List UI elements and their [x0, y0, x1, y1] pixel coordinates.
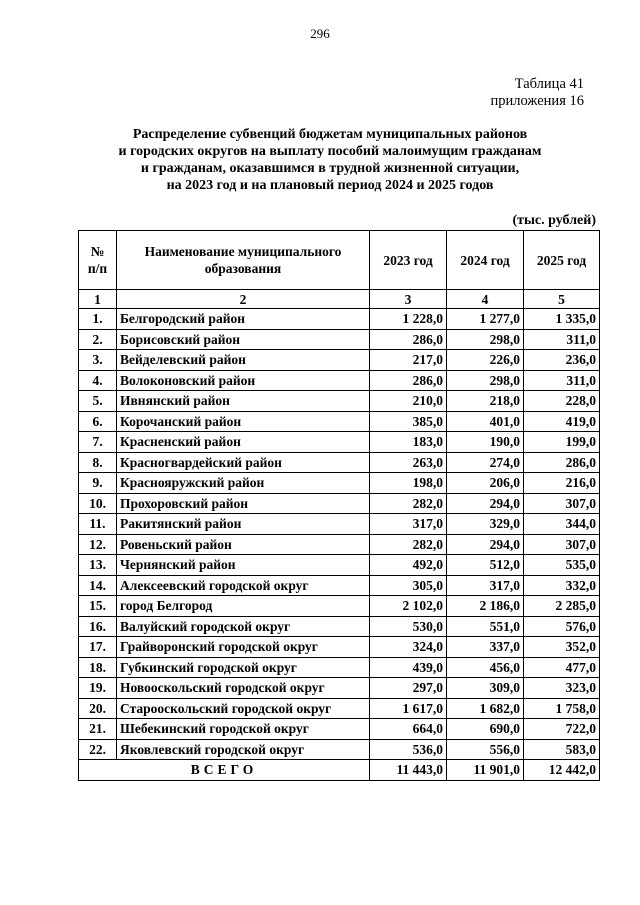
row-number: 20.	[79, 698, 117, 719]
value-2025: 583,0	[524, 739, 600, 760]
municipality-name: Ровеньский район	[117, 534, 370, 555]
page-number: 296	[310, 26, 330, 41]
municipality-name: Новооскольский городской округ	[117, 678, 370, 699]
value-2023: 286,0	[370, 370, 447, 391]
table-ref-line-1: Таблица 41	[514, 76, 584, 92]
value-2023: 282,0	[370, 534, 447, 555]
subsidy-table	[78, 230, 600, 781]
row-number: 5.	[79, 391, 117, 412]
value-2025: 344,0	[524, 514, 600, 535]
table-row	[79, 534, 600, 555]
value-2023: 492,0	[370, 555, 447, 576]
column-number: 2	[117, 290, 370, 309]
value-2024: 190,0	[447, 432, 524, 453]
document-title	[70, 126, 590, 194]
municipality-name: Волоконовский район	[117, 370, 370, 391]
row-number: 2.	[79, 329, 117, 350]
value-2023: 664,0	[370, 719, 447, 740]
value-2023: 530,0	[370, 616, 447, 637]
value-2024: 298,0	[447, 370, 524, 391]
title-line-2: и городских округов на выплату пособий малоимущим гражданам	[118, 144, 542, 159]
value-2025: 199,0	[524, 432, 600, 453]
value-2023: 282,0	[370, 493, 447, 514]
value-2024: 551,0	[447, 616, 524, 637]
value-2024: 294,0	[447, 534, 524, 555]
header-number: № п/п	[79, 231, 117, 290]
value-2024: 512,0	[447, 555, 524, 576]
value-2023: 263,0	[370, 452, 447, 473]
municipality-name: Старооскольский городской округ	[117, 698, 370, 719]
table-body	[79, 309, 600, 760]
row-number: 17.	[79, 637, 117, 658]
municipality-name: Алексеевский городской округ	[117, 575, 370, 596]
value-2023: 286,0	[370, 329, 447, 350]
title-line-4: на 2023 год и на плановый период 2024 и 2025 годов	[166, 178, 494, 193]
municipality-name: Красногвардейский район	[117, 452, 370, 473]
table-row	[79, 596, 600, 617]
municipality-name: Корочанский район	[117, 411, 370, 432]
value-2025: 332,0	[524, 575, 600, 596]
row-number: 22.	[79, 739, 117, 760]
municipality-name: Чернянский район	[117, 555, 370, 576]
value-2023: 1 228,0	[370, 309, 447, 330]
value-2024: 1 277,0	[447, 309, 524, 330]
table-row	[79, 370, 600, 391]
value-2025: 352,0	[524, 637, 600, 658]
table-row	[79, 350, 600, 371]
value-2025: 1 335,0	[524, 309, 600, 330]
municipality-name: город Белгород	[117, 596, 370, 617]
value-2023: 385,0	[370, 411, 447, 432]
table-row	[79, 432, 600, 453]
column-number: 3	[370, 290, 447, 309]
value-2024: 218,0	[447, 391, 524, 412]
value-2023: 317,0	[370, 514, 447, 535]
municipality-name: Краснояружский район	[117, 473, 370, 494]
municipality-name: Яковлевский городской округ	[117, 739, 370, 760]
value-2023: 183,0	[370, 432, 447, 453]
value-2025: 535,0	[524, 555, 600, 576]
table-row	[79, 514, 600, 535]
value-2025: 228,0	[524, 391, 600, 412]
municipality-name: Ивнянский район	[117, 391, 370, 412]
table-row	[79, 309, 600, 330]
value-2024: 456,0	[447, 657, 524, 678]
value-2023: 439,0	[370, 657, 447, 678]
row-number: 16.	[79, 616, 117, 637]
value-2024: 317,0	[447, 575, 524, 596]
row-number: 7.	[79, 432, 117, 453]
value-2025: 1 758,0	[524, 698, 600, 719]
column-number: 4	[447, 290, 524, 309]
value-2024: 690,0	[447, 719, 524, 740]
value-2024: 337,0	[447, 637, 524, 658]
value-2023: 198,0	[370, 473, 447, 494]
total-2024: 11 901,0	[447, 760, 524, 781]
value-2024: 226,0	[447, 350, 524, 371]
value-2024: 401,0	[447, 411, 524, 432]
table-row	[79, 575, 600, 596]
value-2023: 297,0	[370, 678, 447, 699]
value-2025: 311,0	[524, 329, 600, 350]
row-number: 3.	[79, 350, 117, 371]
title-line-3: и гражданам, оказавшимся в трудной жизненной ситуации,	[140, 161, 520, 176]
value-2025: 2 285,0	[524, 596, 600, 617]
unit-label: (тыс. рублей)	[512, 213, 596, 228]
value-2024: 1 682,0	[447, 698, 524, 719]
row-number: 18.	[79, 657, 117, 678]
table-reference	[491, 76, 584, 110]
row-number: 4.	[79, 370, 117, 391]
value-2024: 329,0	[447, 514, 524, 535]
table-row	[79, 411, 600, 432]
header-2024: 2024 год	[447, 231, 524, 290]
table-header-row	[79, 231, 600, 290]
row-number: 8.	[79, 452, 117, 473]
value-2025: 419,0	[524, 411, 600, 432]
value-2023: 210,0	[370, 391, 447, 412]
value-2023: 324,0	[370, 637, 447, 658]
column-number-row	[79, 290, 600, 309]
row-number: 6.	[79, 411, 117, 432]
table-row	[79, 719, 600, 740]
row-number: 21.	[79, 719, 117, 740]
row-number: 14.	[79, 575, 117, 596]
municipality-name: Губкинский городской округ	[117, 657, 370, 678]
value-2023: 217,0	[370, 350, 447, 371]
municipality-name: Шебекинский городской округ	[117, 719, 370, 740]
row-number: 11.	[79, 514, 117, 535]
table-row	[79, 678, 600, 699]
table-row	[79, 391, 600, 412]
value-2025: 323,0	[524, 678, 600, 699]
municipality-name: Борисовский район	[117, 329, 370, 350]
table-ref-line-2: приложения 16	[490, 93, 584, 109]
row-number: 13.	[79, 555, 117, 576]
municipality-name: Вейделевский район	[117, 350, 370, 371]
value-2024: 309,0	[447, 678, 524, 699]
header-2023: 2023 год	[370, 231, 447, 290]
total-row	[79, 760, 600, 781]
value-2025: 477,0	[524, 657, 600, 678]
table-row	[79, 473, 600, 494]
municipality-name: Белгородский район	[117, 309, 370, 330]
municipality-name: Валуйский городской округ	[117, 616, 370, 637]
row-number: 1.	[79, 309, 117, 330]
municipality-name: Красненский район	[117, 432, 370, 453]
value-2023: 2 102,0	[370, 596, 447, 617]
value-2024: 298,0	[447, 329, 524, 350]
row-number: 15.	[79, 596, 117, 617]
value-2024: 2 186,0	[447, 596, 524, 617]
table-row	[79, 657, 600, 678]
title-line-1: Распределение субвенций бюджетам муниципальных районов	[132, 127, 528, 142]
total-2023: 11 443,0	[370, 760, 447, 781]
value-2025: 722,0	[524, 719, 600, 740]
table-row	[79, 739, 600, 760]
value-2023: 536,0	[370, 739, 447, 760]
column-number: 5	[524, 290, 600, 309]
table-row	[79, 637, 600, 658]
value-2025: 576,0	[524, 616, 600, 637]
value-2025: 236,0	[524, 350, 600, 371]
table-row	[79, 555, 600, 576]
municipality-name: Грайворонский городской округ	[117, 637, 370, 658]
header-name: Наименование муниципального образования	[117, 231, 370, 290]
municipality-name: Ракитянский район	[117, 514, 370, 535]
table-row	[79, 616, 600, 637]
value-2025: 286,0	[524, 452, 600, 473]
value-2024: 294,0	[447, 493, 524, 514]
value-2024: 206,0	[447, 473, 524, 494]
value-2025: 216,0	[524, 473, 600, 494]
value-2023: 305,0	[370, 575, 447, 596]
municipality-name: Прохоровский район	[117, 493, 370, 514]
table-row	[79, 698, 600, 719]
row-number: 9.	[79, 473, 117, 494]
row-number: 10.	[79, 493, 117, 514]
value-2025: 307,0	[524, 534, 600, 555]
row-number: 12.	[79, 534, 117, 555]
value-2023: 1 617,0	[370, 698, 447, 719]
value-2025: 311,0	[524, 370, 600, 391]
row-number: 19.	[79, 678, 117, 699]
value-2024: 274,0	[447, 452, 524, 473]
table-row	[79, 329, 600, 350]
total-label: ВСЕГО	[79, 760, 370, 781]
table-row	[79, 452, 600, 473]
header-2025: 2025 год	[524, 231, 600, 290]
total-2025: 12 442,0	[524, 760, 600, 781]
value-2024: 556,0	[447, 739, 524, 760]
table-row	[79, 493, 600, 514]
value-2025: 307,0	[524, 493, 600, 514]
column-number: 1	[79, 290, 117, 309]
